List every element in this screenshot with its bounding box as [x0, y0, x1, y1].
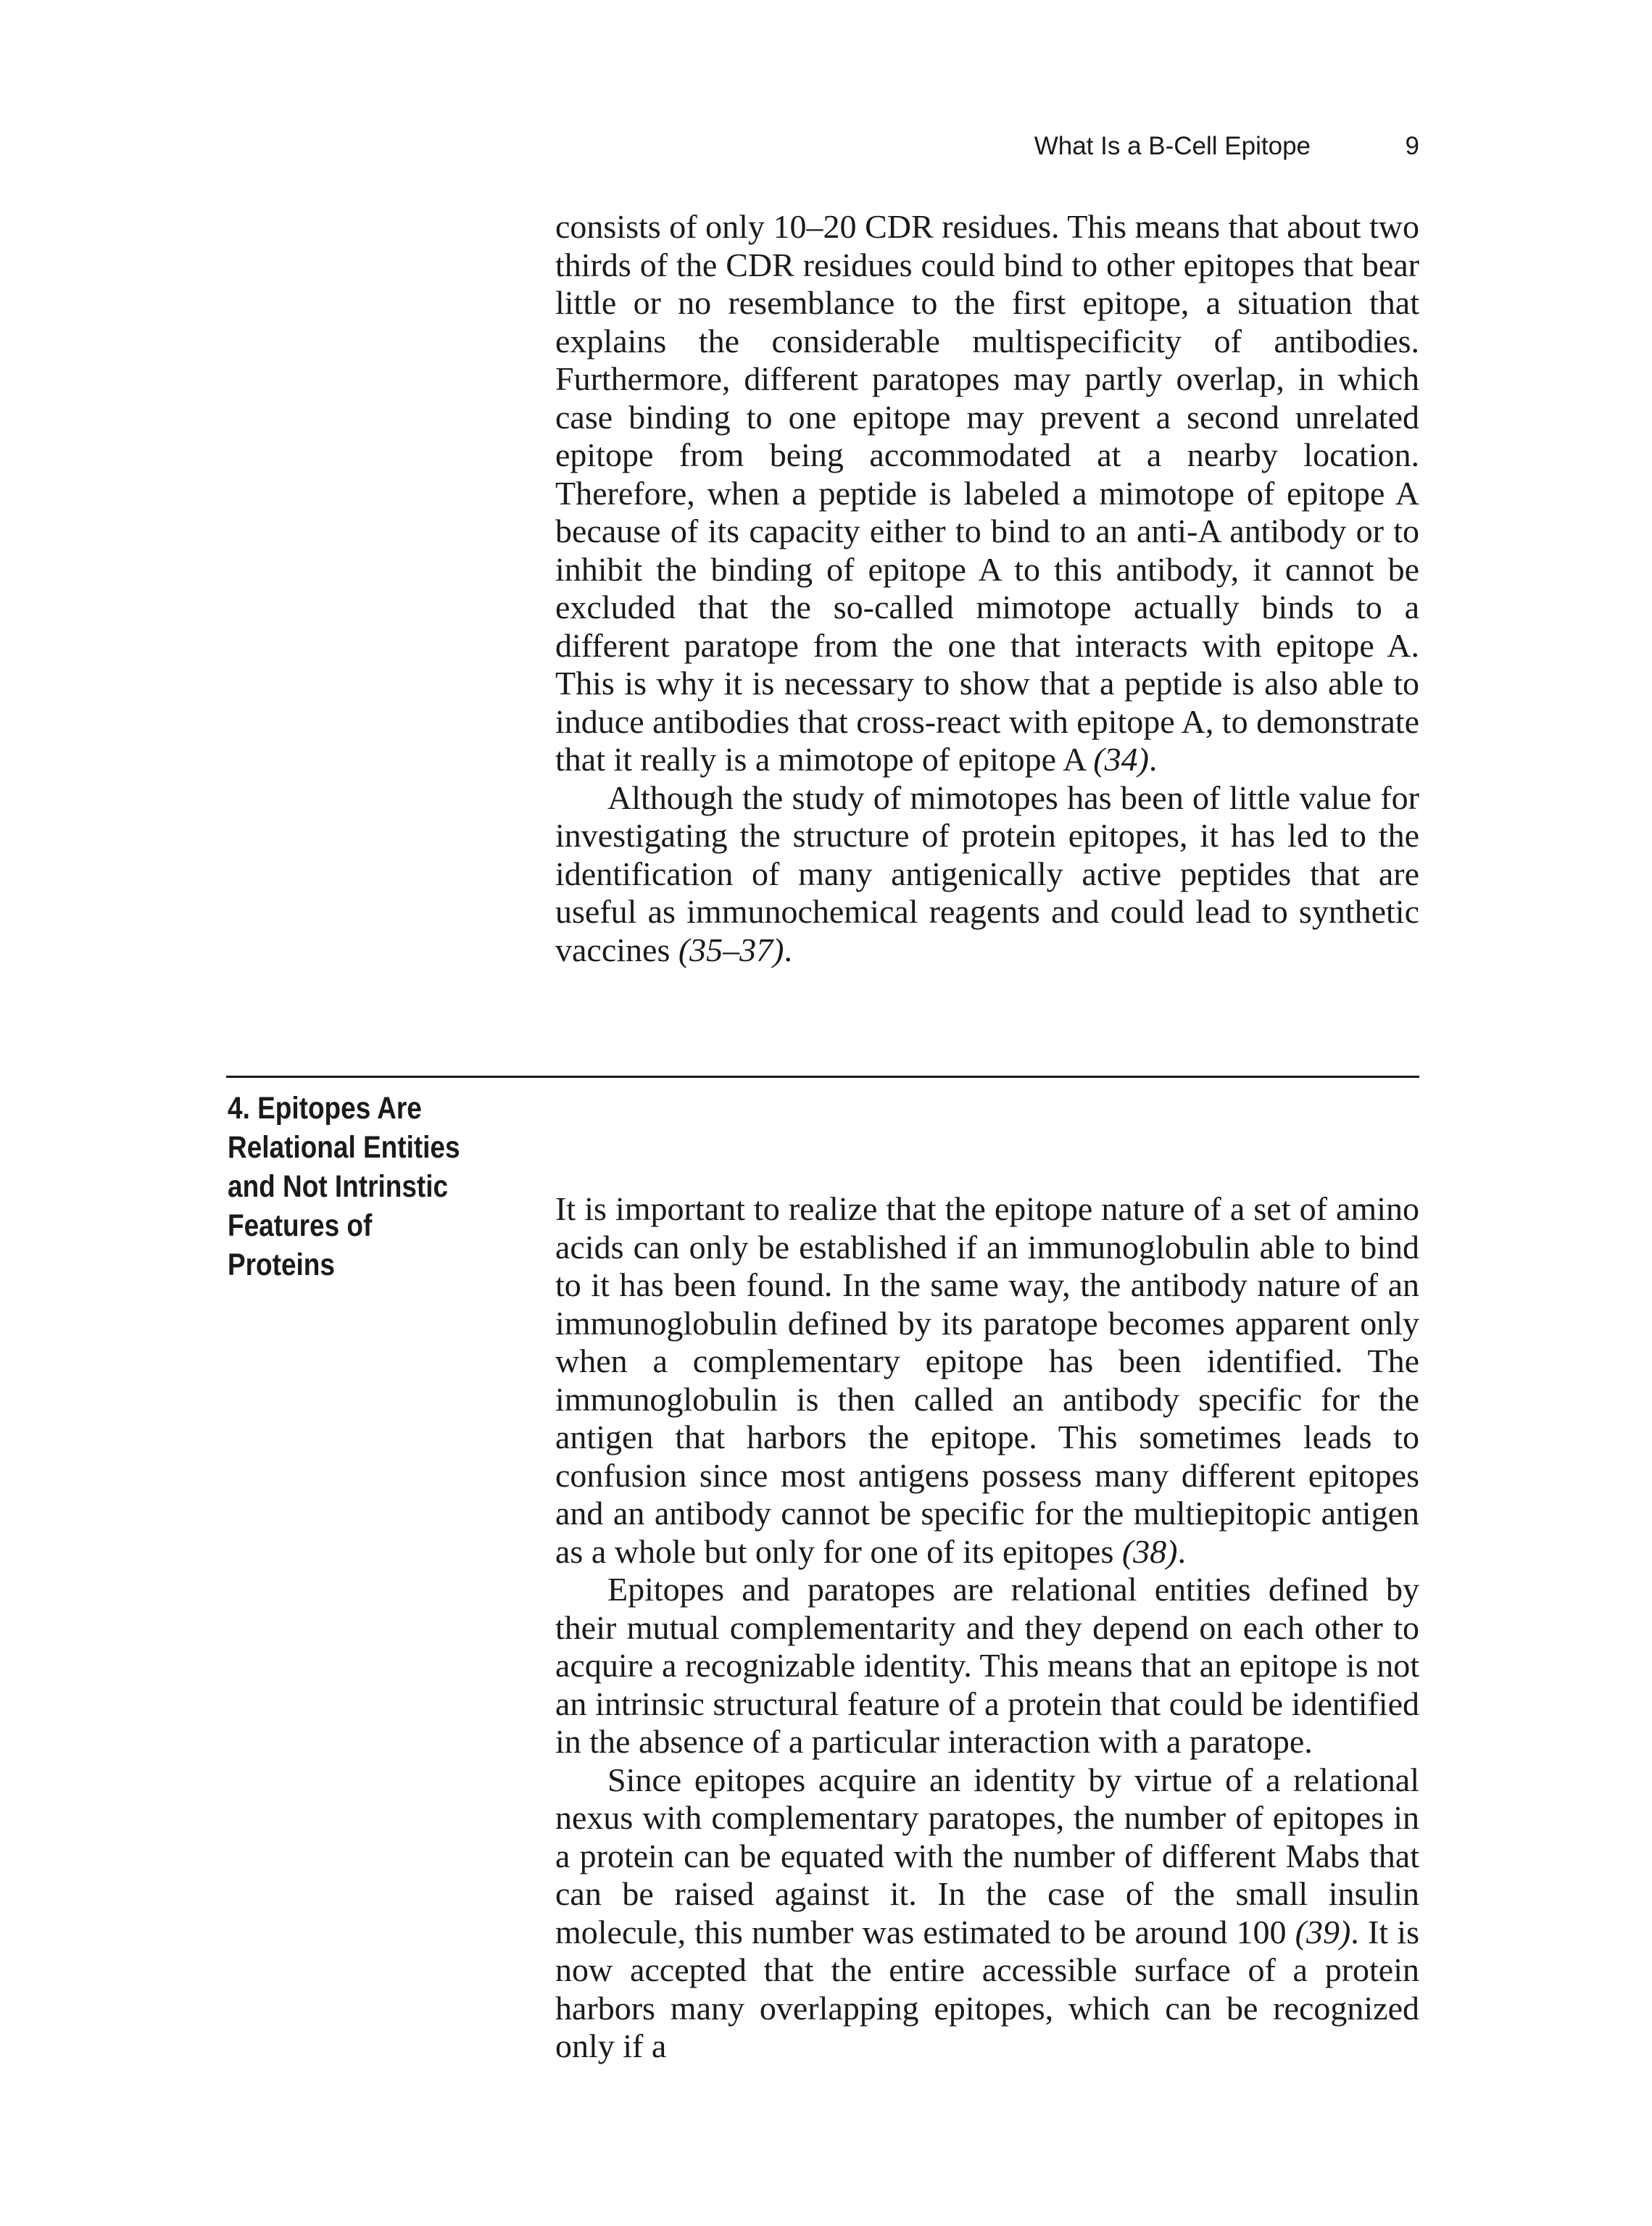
paragraph-text: Although the study of mimotopes has been of little value for investigating the structure of protein epitopes, it has led to the identification of many antigenically active peptides that are useful as immunochemical reagents and could lead to synthetic vaccines: [555, 778, 1419, 968]
paragraph-text: consists of only 10–20 CDR residues. This means that about two thirds of the CDR residues could bind to other epitopes that bear little or no resemblance to the first epitope, a situation that explains the considerable multispecificity of antibodies. Furthermore, different paratopes may partly overlap, in which case binding to one epitope may prevent a second unrelated epitope from being accommodated at a nearby location. Therefore, when a peptide is labeled a mimotope of epitope A because of its capacity either to bind to an anti-A antibody or to inhibit the binding of epitope A to this antibody, it cannot be excluded that the so-called mimotope actually binds to a different paratope from the one that interacts with epitope A. This is why it is necessary to show that a peptide is also able to induce antibodies that cross-react with epitope A, to demonstrate that it really is a mimotope of epitope A: [555, 208, 1419, 778]
paragraph-epitope-count: [555, 1761, 1419, 2066]
paragraph-text: It is important to realize that the epitope nature of a set of amino acids can only be established if an immunoglobulin able to bind to it has been found. In the same way, the antibody nature of an immunoglobulin defined by its paratope becomes apparent only when a complementary epitope has been identified. The immunoglobulin is then called an antibody specific for the antigen that harbors the epitope. This sometimes leads to confusion since most antigens possess many different epitopes and an antibody cannot be specific for the multiepitopic antigen as a whole but only for one of its epitopes: [555, 1190, 1419, 1570]
paragraph-text: .: [1177, 1532, 1186, 1570]
paragraph-epitope-nature: [555, 1190, 1419, 1571]
paragraph-mimotope-specificity: [555, 208, 1419, 779]
paragraph-text: Since epitopes acquire an identity by virtue of a relational nexus with complementary paratopes, the number of epitopes in a protein can be equated with the number of different Mabs that can be raised against it. In the case of the small insulin molecule, this number was estimated to be around 100: [555, 1761, 1419, 1951]
section-heading: 4. Epitopes Are Relational Entities and Not Intrinstic Features of Proteins: [228, 1091, 460, 1282]
citation: (35–37): [678, 931, 784, 968]
paragraph-text: .: [1148, 741, 1158, 778]
citation: (39): [1295, 1913, 1351, 1951]
citation: (34): [1093, 741, 1149, 778]
section-body: [555, 1190, 1419, 2066]
section-divider: [226, 1076, 1419, 1078]
citation: (38): [1121, 1532, 1178, 1570]
running-title: What Is a B-Cell Epitope: [1034, 132, 1311, 160]
continued-text-block: [555, 208, 1419, 969]
running-header: [725, 125, 1419, 168]
paragraph-text: . It is now accepted that the entire accessible surface of a protein harbors many overlapping epitopes, which can be recognized only if a: [555, 1913, 1419, 2064]
paragraph-text: Epitopes and paratopes are relational entities defined by their mutual complementarity and they depend on each other to acquire a recognizable identity. This means that an epitope is not an intrinsic structural feature of a protein that could be identified in the absence of a particular interaction with a paratope.: [555, 1571, 1419, 1760]
paragraph-relational-entities: [555, 1571, 1419, 1761]
paragraph-mimotope-value: [555, 779, 1419, 970]
paragraph-text: .: [784, 931, 792, 968]
page-number: 9: [1405, 132, 1419, 160]
